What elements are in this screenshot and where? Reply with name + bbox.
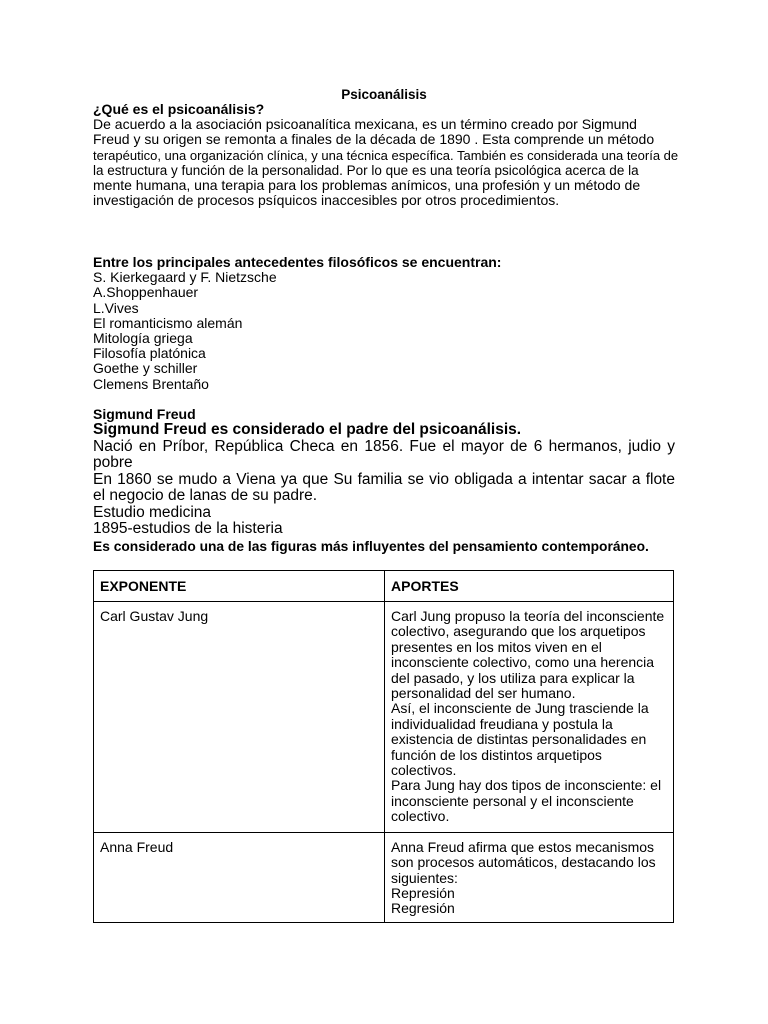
aportes-cell (385, 832, 674, 922)
freud-paragraph: Estudio medicina (93, 503, 212, 521)
aporte-line: Carl Jung propuso la teoría del inconsciente colectivo, asegurando que los arquetipos presentes en los mitos viven en el inconsciente colectivo, como una herencia del pasado, y los utiliza para explicar la personalidad del ser humano. (391, 608, 665, 702)
table-row (94, 832, 674, 922)
antecedentes-heading: Entre los principales antecedentes filosóficos se encuentran: (93, 254, 502, 270)
intro-heading: ¿Qué es el psicoanálisis? (93, 101, 265, 117)
aporte-line: Para Jung hay dos tipos de inconsciente: el inconsciente personal y el inconsciente colectivo. (391, 777, 662, 825)
aporte-line: Así, el inconsciente de Jung trasciende la individualidad freudiana y postula la existencia de distintas personalidades en función de los distintos arquetipos colectivos. (391, 700, 649, 779)
freud-subheading: Sigmund Freud es considerado el padre del psicoanálisis. (93, 421, 522, 439)
exponente-cell: Anna Freud (94, 832, 385, 922)
aporte-line: Represión (391, 884, 455, 901)
table-header-row (94, 571, 674, 602)
antecedente-item: Clemens Brentaño (93, 375, 209, 392)
antecedente-item: El romanticismo alemán (93, 314, 243, 331)
intro-line: Freud y su origen se remonta a finales de la década de 1890 . Esta comprende un método (93, 131, 655, 148)
intro-section (93, 101, 679, 209)
aportes-cell (385, 602, 674, 833)
freud-heading: Sigmund Freud (93, 406, 196, 422)
intro-line: De acuerdo a la asociación psicoanalítica mexicana, es un término creado por Sigmund (93, 116, 637, 133)
aporte-line: Anna Freud afirma que estos mecanismos son procesos automáticos, destacando los siguientes: (391, 838, 656, 886)
freud-paragraph: 1895-estudios de la histeria (93, 520, 283, 538)
antecedente-item: Goethe y schiller (93, 360, 198, 377)
header-exponente: EXPONENTE (94, 571, 385, 602)
antecedente-item: Mitología griega (93, 330, 193, 347)
intro-line: mente humana, una terapia para los problemas anímicos, una profesión y un método de (93, 177, 641, 194)
freud-paragraph: Nació en Príbor, República Checa en 1856. Fue el mayor de 6 hermanos, judio y pobre (93, 437, 675, 472)
intro-line: terapéutico, una organización clínica, y una técnica específica. También es considerada una teoría de (93, 147, 679, 163)
freud-conclusion: Es considerado una de las figuras más influyentes del pensamiento contemporáneo. (93, 538, 649, 554)
document-title: Psicoanálisis (341, 87, 427, 102)
table-row (94, 602, 674, 833)
antecedente-item: Filosofía platónica (93, 345, 206, 362)
exponente-cell: Carl Gustav Jung (94, 602, 385, 833)
header-aportes: APORTES (385, 571, 674, 602)
intro-line: investigación de procesos psíquicos inaccesibles por otros procedimientos. (93, 192, 560, 209)
exponentes-table (93, 570, 674, 923)
intro-line: la estructura y función de la personalidad. Por lo que es una teoría psicológica acerca de la (93, 162, 639, 178)
antecedente-item: L.Vives (93, 299, 139, 316)
aporte-line: Regresión (391, 900, 455, 917)
freud-section (93, 407, 675, 555)
antecedente-item: A.Shoppenhauer (93, 284, 199, 301)
antecedentes-section (93, 255, 675, 392)
antecedente-item: S. Kierkegaard y F. Nietzsche (93, 269, 277, 286)
freud-paragraph: En 1860 se mudo a Viena ya que Su familia se vio obligada a intentar sacar a flote el negocio de lanas de su padre. (93, 470, 675, 505)
